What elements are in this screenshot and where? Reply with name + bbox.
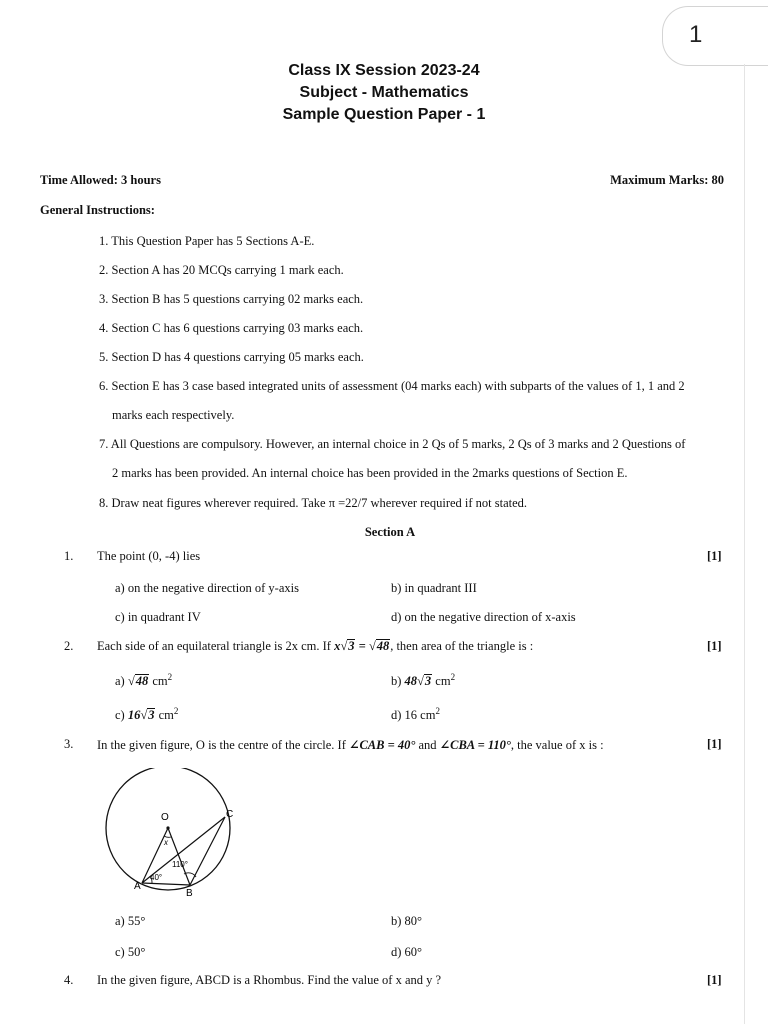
question-number: 1. [64,549,74,563]
question-marks: [1] [707,549,722,563]
sqrt-sign: √ [140,708,148,723]
instruction-item: 4. Section C has 6 questions carrying 03 marks each. [99,321,364,335]
sqrt-sign: √ [417,674,424,689]
instruction-item: 5. Section D has 4 questions carrying 05 marks each. [99,350,364,364]
question-marks: [1] [707,737,722,751]
math-equals: = [355,639,369,653]
sqrt-radicand: 48 [376,639,390,653]
question-marks: [1] [707,639,722,653]
header-subject: Subject - Mathematics [299,84,469,101]
question-number: 4. [64,973,74,987]
question-text-part: Each side of an equilateral triangle is 2x cm. If [97,639,335,653]
option-b: b) in quadrant III [391,581,477,595]
sqrt-radicand: 3 [148,708,155,723]
page-edge-line [744,64,745,1024]
chord-bc [190,817,225,885]
option-d: d) on the negative direction of x-axis [391,610,576,624]
math-variable: x [334,639,341,653]
circle-geometry-figure [98,768,238,898]
option-c: c) in quadrant IV [115,610,201,624]
instruction-item: 8. Draw neat figures wherever required. Take π =22/7 wherever required if not stated. [99,496,528,510]
angle-expression: ∠CBA = 110° [439,738,511,752]
instruction-item-continued: 2 marks has been provided. An internal choice has been provided in the 2marks questions of Section E. [112,466,628,480]
sqrt-sign: √ [340,639,348,653]
centre-point [166,826,169,829]
sqrt-sign: √ [368,639,376,653]
header-paper-title: Sample Question Paper - 1 [282,106,486,123]
option-b: b) 48√3 $cm^2$ [391,672,456,689]
label-angle-110: 110° [172,860,188,869]
option-b: b) 80° [391,914,423,928]
question-number: 2. [64,639,74,653]
option-d: d) 60° [391,945,423,959]
sqrt-radicand: 3 [424,674,432,689]
label-a: A [134,881,141,892]
label-b: B [186,888,193,898]
instruction-item-continued: marks each respectively. [112,408,235,422]
instruction-item: 3. Section B has 5 questions carrying 02 marks each. [99,292,364,306]
header-class-session: Class IX Session 2023-24 [288,62,480,79]
instruction-item: 6. Section E has 3 case based integrated units of assessment (04 marks each) with subparts of the values of 1, 1 and 2 [99,379,685,393]
radius-ob [168,828,190,885]
question-text: In the given figure, O is the centre of the circle. If ∠CAB = 40° and ∠CBA = 110°, the value of x is : [97,738,604,752]
chord-ab [142,883,190,885]
maximum-marks: Maximum Marks: 80 [610,173,724,187]
instruction-item: 2. Section A has 20 MCQs carrying 1 mark each. [99,263,344,277]
instruction-item: 7. All Questions are compulsory. However, an internal choice in 2 Qs of 5 marks, 2 Qs of 3 marks and 2 Questions of [99,437,686,451]
option-a: a) on the negative direction of y-axis [115,581,299,595]
label-angle-40: 40° [150,873,163,882]
time-allowed: Time Allowed: 3 hours [40,173,161,187]
question-text-part: , then area of the triangle is : [390,639,534,653]
question-marks: [1] [707,973,722,987]
question-text: In the given figure, ABCD is a Rhombus. Find the value of x and y ? [97,973,442,987]
label-x: x [164,838,168,847]
question-text: The point (0, -4) lies [97,549,201,563]
instruction-item: 1. This Question Paper has 5 Sections A-E. [99,234,315,248]
angle-expression: ∠CAB = 40° [348,738,416,752]
page-number-badge [662,6,768,66]
option-c: c) 50° [115,945,146,959]
label-c: C [226,809,234,820]
option-a: a) 55° [115,914,146,928]
sqrt-radicand: 48 [135,674,149,689]
option-d: d) 16 $cm^2$ [391,706,440,723]
option-c: c) 16√3 $cm^2$ [115,706,179,723]
page-number: 1 [689,21,703,48]
label-o: O [161,812,169,823]
paper-header [0,60,768,126]
question-text [97,639,533,654]
sqrt-radicand: 3 [348,639,355,653]
instructions-title: General Instructions: [40,203,155,217]
sqrt-sign: √ [127,674,135,689]
option-a: a) √48 $cm^2$ [115,672,173,689]
section-title: Section A [364,525,416,539]
question-number: 3. [64,737,74,751]
